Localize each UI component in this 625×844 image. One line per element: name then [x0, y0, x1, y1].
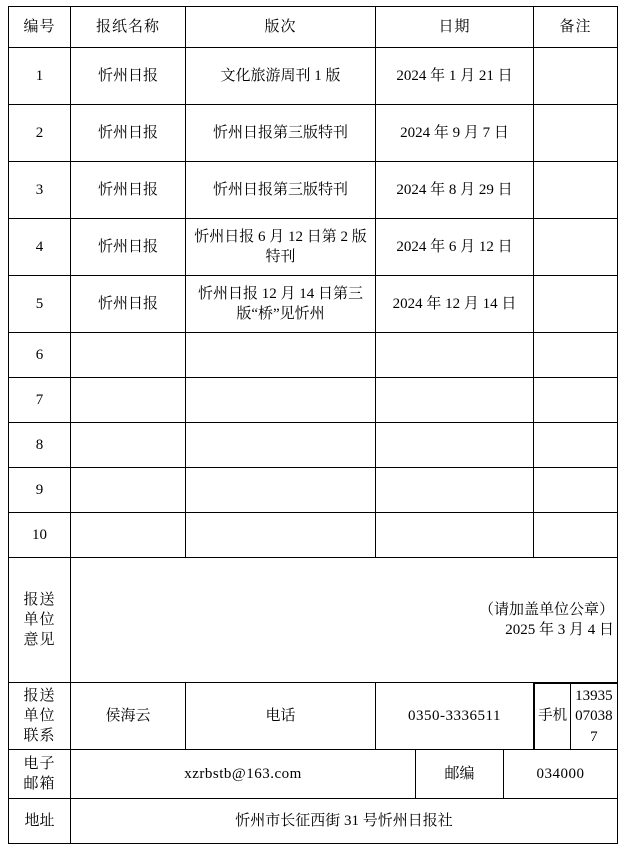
- cell-no: 5: [9, 276, 71, 333]
- contact-label-line1: 报送: [23, 687, 56, 704]
- cell-edition: [186, 423, 376, 468]
- cell-no: 1: [9, 48, 71, 105]
- table-row: [9, 276, 618, 333]
- cell-edition: [186, 378, 376, 423]
- cell-note: [534, 105, 618, 162]
- contact-label-line3: 联系: [23, 728, 56, 745]
- opinion-body: [71, 558, 618, 683]
- cell-date: 2024 年 8 月 29 日: [376, 162, 534, 219]
- email-label: [9, 750, 71, 799]
- table-header-row: [9, 7, 618, 48]
- submission-form-table: [8, 6, 618, 750]
- mobile-subtable: [534, 683, 618, 750]
- header-no: 编号: [9, 7, 71, 48]
- header-edition: 版次: [186, 7, 376, 48]
- cell-paper-name: [71, 513, 186, 558]
- cell-paper-name: 忻州日报: [71, 105, 186, 162]
- opinion-row: [9, 558, 618, 683]
- cell-note: [534, 423, 618, 468]
- cell-date: [376, 513, 534, 558]
- cell-note: [534, 48, 618, 105]
- cell-note: [534, 162, 618, 219]
- cell-note: [534, 333, 618, 378]
- header-paper-name: 报纸名称: [71, 7, 186, 48]
- cell-date: [376, 378, 534, 423]
- cell-no: 6: [9, 333, 71, 378]
- contact-row: [9, 683, 618, 750]
- email-row: [9, 750, 618, 799]
- cell-edition: 忻州日报第三版特刊: [186, 105, 376, 162]
- phone-value: 0350-3336511: [376, 683, 534, 750]
- contact-label-line2: 单位: [23, 708, 56, 724]
- opinion-label-line3: 意见: [23, 632, 56, 649]
- table-row: [9, 333, 618, 378]
- cell-paper-name: 忻州日报: [71, 219, 186, 276]
- address-value: 忻州市长征西街 31 号忻州日报社: [71, 799, 618, 844]
- zip-value: 034000: [504, 750, 618, 799]
- opinion-date: 2025 年 3 月 4 日: [505, 622, 614, 638]
- cell-note: [534, 468, 618, 513]
- cell-edition: [186, 513, 376, 558]
- cell-edition: 文化旅游周刊 1 版: [186, 48, 376, 105]
- cell-paper-name: [71, 468, 186, 513]
- table-row: [9, 468, 618, 513]
- zip-label: 邮编: [416, 750, 504, 799]
- header-date: 日期: [376, 7, 534, 48]
- cell-no: 9: [9, 468, 71, 513]
- contact-label: [9, 683, 71, 750]
- opinion-label: [9, 558, 71, 683]
- cell-note: [534, 513, 618, 558]
- cell-no: 10: [9, 513, 71, 558]
- stamp-note: （请加盖单位公章）: [478, 601, 614, 618]
- cell-edition: 忻州日报第三版特刊: [186, 162, 376, 219]
- cell-date: 2024 年 12 月 14 日: [376, 276, 534, 333]
- cell-date: 2024 年 1 月 21 日: [376, 48, 534, 105]
- mobile-group: [534, 683, 618, 750]
- address-row: [9, 799, 618, 844]
- cell-no: 3: [9, 162, 71, 219]
- cell-no: 4: [9, 219, 71, 276]
- address-label: 地址: [9, 799, 71, 844]
- cell-edition: [186, 333, 376, 378]
- opinion-label-line1: 报送: [23, 591, 56, 608]
- table-row: [9, 162, 618, 219]
- table-row: [9, 378, 618, 423]
- table-row: [9, 219, 618, 276]
- cell-note: [534, 378, 618, 423]
- contact-person: 侯海云: [71, 683, 186, 750]
- table-row: [9, 423, 618, 468]
- cell-note: [534, 276, 618, 333]
- cell-edition: [186, 468, 376, 513]
- email-label-line2: 邮箱: [23, 776, 56, 793]
- opinion-label-line2: 单位: [23, 611, 56, 628]
- cell-edition: 忻州日报 6 月 12 日第 2 版特刊: [186, 219, 376, 276]
- cell-paper-name: [71, 333, 186, 378]
- cell-note: [534, 219, 618, 276]
- cell-date: 2024 年 9 月 7 日: [376, 105, 534, 162]
- mobile-label: 手机: [535, 684, 571, 750]
- cell-date: [376, 423, 534, 468]
- cell-paper-name: [71, 378, 186, 423]
- cell-paper-name: 忻州日报: [71, 162, 186, 219]
- cell-no: 7: [9, 378, 71, 423]
- cell-no: 2: [9, 105, 71, 162]
- cell-no: 8: [9, 423, 71, 468]
- cell-date: 2024 年 6 月 12 日: [376, 219, 534, 276]
- table-row: [9, 105, 618, 162]
- email-label-line1: 电子: [23, 756, 56, 772]
- cell-edition: 忻州日报 12 月 14 日第三版“桥”见忻州: [186, 276, 376, 333]
- contact-detail-table: [8, 749, 618, 844]
- cell-date: [376, 468, 534, 513]
- email-value: xzrbstb@163.com: [71, 750, 416, 799]
- table-row: [9, 48, 618, 105]
- table-row: [9, 513, 618, 558]
- header-note: 备注: [534, 7, 618, 48]
- cell-date: [376, 333, 534, 378]
- phone-label: 电话: [186, 683, 376, 750]
- mobile-value: 13935070387: [571, 684, 617, 750]
- cell-paper-name: 忻州日报: [71, 48, 186, 105]
- cell-paper-name: [71, 423, 186, 468]
- cell-paper-name: 忻州日报: [71, 276, 186, 333]
